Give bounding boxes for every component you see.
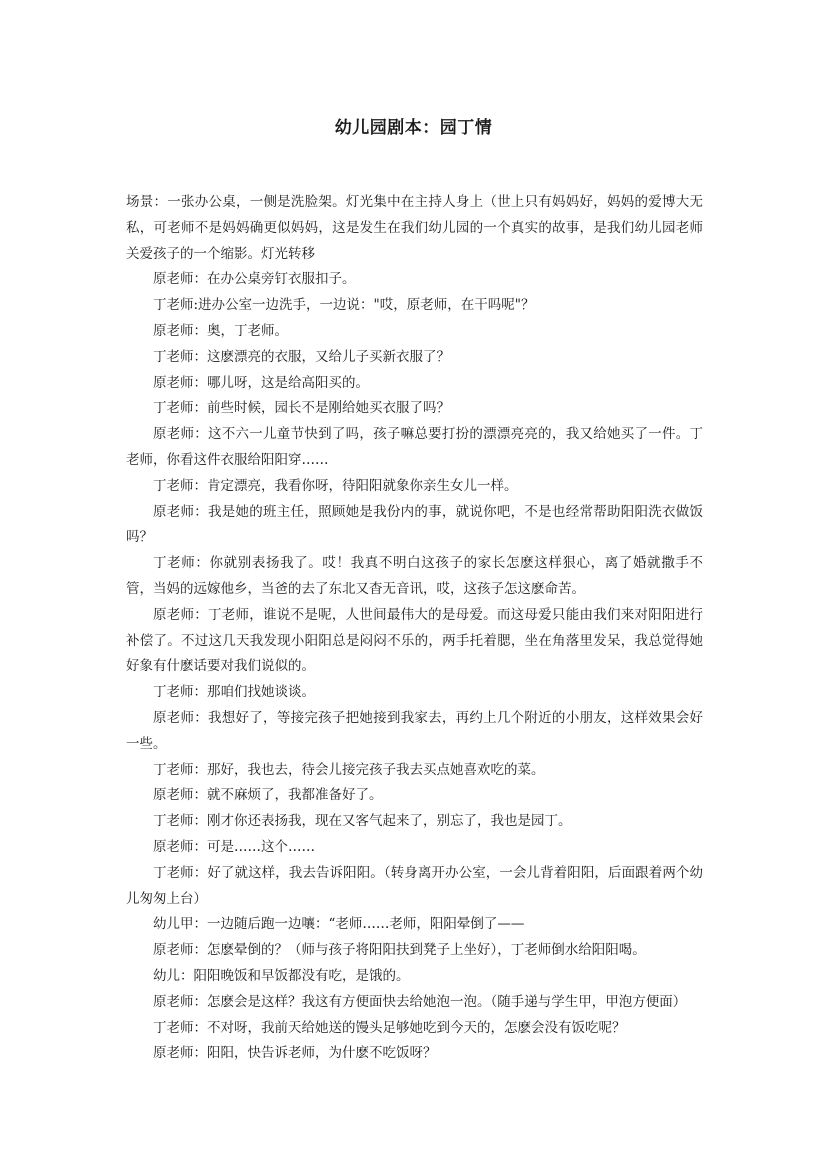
paragraph: 原老师：丁老师，谁说不是呢，人世间最伟大的是母爱。而这母爱只能由我们来对阳阳进行补偿了。不过这几天我发现小阳阳总是闷闷不乐的，两手托着腮，坐在角落里发呆，我总觉得她好象有什麽话要对我们说似的。 — [126, 606, 703, 675]
paragraph: 丁老师：你就别表扬我了。哎！我真不明白这孩子的家长怎麽这样狠心，离了婚就撒手不管，当妈的远嫁他乡，当爸的去了东北又杳无音讯，哎，这孩子怎这麽命苦。 — [126, 555, 703, 597]
paragraph: 原老师：奥，丁老师。 — [153, 322, 288, 339]
paragraph: 幼儿甲：一边随后跑一边嚷：“老师……老师，阳阳晕倒了—— — [153, 916, 525, 933]
paragraph: 原老师：阳阳，快告诉老师，为什麽不吃饭呀？ — [153, 1045, 437, 1062]
paragraph: 丁老师：那好，我也去，待会儿接完孩子我去买点她喜欢吃的菜。 — [153, 761, 545, 778]
paragraph: 丁老师：肯定漂亮，我看你呀，待阳阳就象你亲生女儿一样。 — [153, 477, 518, 494]
paragraph: 原老师：在办公桌旁钉衣服扣子。 — [153, 271, 356, 288]
paragraph-scene: 场景：一张办公桌，一侧是洗脸架。灯光集中在主持人身上（世上只有妈妈好，妈妈的爱博大无私，可老师不是妈妈确更似妈妈，这是发生在我们幼儿园的一个真实的故事，是我们幼儿园老师关爱孩子的一个缩影。灯光转移 — [126, 194, 703, 262]
paragraph: 原老师：可是……这个…… — [153, 838, 315, 855]
paragraph: 丁老师：这麽漂亮的衣服，又给儿子买新衣服了？ — [153, 348, 450, 365]
paragraph: 丁老师：那咱们找她谈谈。 — [153, 684, 315, 701]
document-body — [126, 190, 703, 1067]
document-title: 幼儿园剧本：园丁情 — [334, 118, 493, 138]
paragraph: 原老师：这不六一儿童节快到了吗，孩子嘛总要打扮的漂漂亮亮的，我又给她买了一件。丁老师，你看这件衣服给阳阳穿…… — [126, 426, 703, 468]
paragraph: 原老师：就不麻烦了，我都准备好了。 — [153, 787, 383, 804]
paragraph: 原老师：我是她的班主任，照顾她是我份内的事，就说你吧，不是也经常帮助阳阳洗衣做饭吗？ — [126, 503, 703, 546]
paragraph: 丁老师:进办公室一边洗手，一边说："哎，原老师，在干吗呢"？ — [153, 297, 535, 314]
paragraph: 丁老师：前些时候，园长不是刚给她买衣服了吗？ — [153, 400, 450, 417]
paragraph: 原老师：怎麽会是这样？我这有方便面快去给她泡一泡。（随手递与学生甲，甲泡方便面） — [153, 993, 687, 1010]
paragraph: 丁老师：好了就这样，我去告诉阳阳。（转身离开办公室，一会儿背着阳阳，后面跟着两个幼儿匆匆上台） — [126, 864, 703, 907]
paragraph: 幼儿：阳阳晚饭和早饭都没有吃，是饿的。 — [153, 967, 410, 984]
paragraph: 丁老师：刚才你还表扬我，现在又客气起来了，别忘了，我也是园丁。 — [153, 813, 572, 830]
paragraph: 原老师：哪儿呀，这是给高阳买的。 — [153, 374, 369, 391]
paragraph: 原老师：怎麽晕倒的？（师与孩子将阳阳扶到凳子上坐好），丁老师倒水给阳阳喝。 — [153, 942, 646, 959]
paragraph: 丁老师：不对呀，我前天给她送的馒头足够她吃到今天的，怎麽会没有饭吃呢？ — [153, 1019, 626, 1036]
paragraph: 原老师：我想好了，等接完孩子把她接到我家去，再约上几个附近的小朋友，这样效果会好一些。 — [126, 709, 703, 752]
